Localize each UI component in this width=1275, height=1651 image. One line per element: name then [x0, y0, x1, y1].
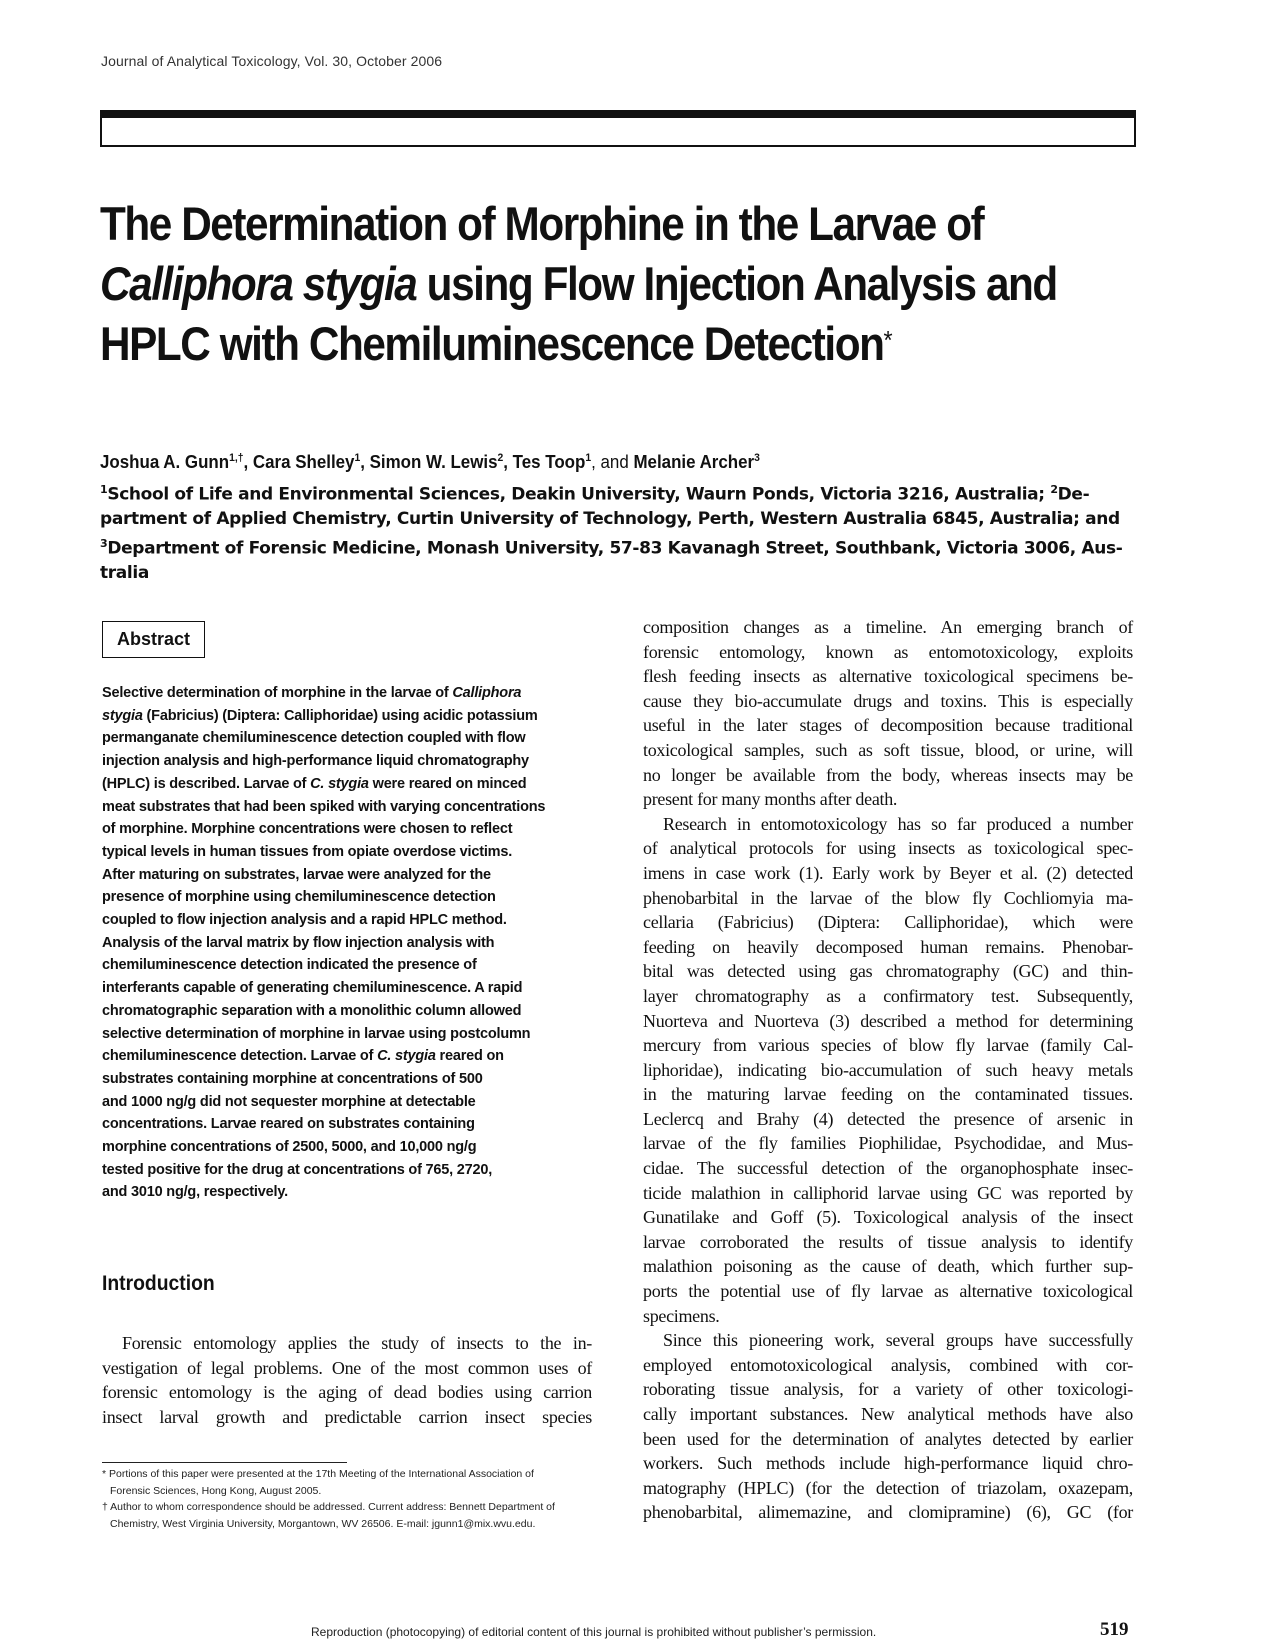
body-line: liphoridae), indicating bio-accumulation of such heavy metals — [643, 1059, 1133, 1080]
author-2-affil: 1 — [354, 452, 361, 464]
abstract-heading: Abstract — [102, 621, 205, 658]
author-separator: , and — [591, 452, 634, 472]
copyright-notice: Reproduction (photocopying) of editorial content of this journal is prohibited without publisher’s permission. — [311, 1625, 877, 1639]
footnotes — [102, 1466, 602, 1532]
introduction-body — [102, 1331, 592, 1429]
body-line: cellaria (Fabricius) (Diptera: Calliphoridae), which were — [643, 912, 1133, 933]
affil-text: De- — [1057, 484, 1090, 505]
body-line: specimens. — [643, 1305, 720, 1326]
introduction-heading: Introduction — [102, 1272, 215, 1295]
abstract-line: typical levels in human tissues from opiate overdose victims. — [102, 843, 513, 860]
abstract-text: Selective determination of morphine in the larvae of — [102, 685, 453, 701]
affiliation-line: tralia — [100, 562, 150, 583]
affil-number: 2 — [1050, 483, 1058, 496]
title-line-3 — [100, 314, 1054, 374]
title-footnote-mark: * — [883, 325, 892, 355]
affil-text: School of Life and Environmental Sciences, Deakin University, Waurn Ponds, Victoria 3216, Australia; — [107, 484, 1051, 505]
abstract-line: presence of morphine using chemiluminescence detection — [102, 889, 496, 906]
body-line: layer chromatography as a confirmatory test. Subsequently, — [643, 985, 1133, 1006]
right-column-body — [643, 615, 1133, 1525]
abstract-text: (Fabricius) (Diptera: Calliphoridae) using acidic potassium — [142, 707, 538, 724]
body-line: composition changes as a timeline. An emerging branch of — [643, 617, 1133, 637]
body-line: Since this pioneering work, several groups have successfully — [663, 1330, 1133, 1351]
abstract-line: After maturing on substrates, larvae were analyzed for the — [102, 866, 491, 883]
author-3-affil: 2 — [497, 452, 504, 464]
abstract-body — [102, 682, 602, 1204]
body-line: malathion poisoning as the cause of death, which further sup- — [643, 1256, 1133, 1277]
body-line: phenobarbital in the larvae of the blow fly Cochliomyia ma- — [643, 887, 1133, 908]
footnote-text: Portions of this paper were presented at the 17th Meeting of the International Association of — [106, 1468, 534, 1480]
abstract-line: meat substrates that had been spiked with varying concentrations — [102, 798, 546, 815]
footnote-mark: † — [102, 1501, 108, 1513]
abstract-line — [102, 1045, 602, 1068]
abstract-italic: Calliphora — [452, 685, 522, 701]
title-line-1: The Determination of Morphine in the Larvae of — [100, 197, 984, 250]
abstract-line: concentrations. Larvae reared on substrates containing — [102, 1116, 475, 1133]
body-line: matography (HPLC) (for the detection of triazolam, oxazepam, — [643, 1477, 1133, 1498]
body-line: Research in entomotoxicology has so far produced a number — [663, 813, 1133, 834]
page-number: 519 — [1100, 1619, 1129, 1640]
affil-number: 1 — [100, 483, 108, 496]
body-line: useful in the later stages of decomposition because traditional — [643, 715, 1133, 736]
abstract-line: selective determination of morphine in larvae using postcolumn — [102, 1025, 531, 1042]
body-line: Leclercq and Brahy (4) detected the presence of arsenic in — [643, 1108, 1133, 1129]
author-4: , Tes Toop — [503, 452, 586, 472]
author-4-affil: 1 — [585, 452, 592, 464]
abstract-text: chemiluminescence detection. Larvae of — [102, 1048, 378, 1065]
body-line: bital was detected using gas chromatography (GC) and thin- — [643, 961, 1133, 982]
abstract-line: and 3010 ng/g, respectively. — [102, 1184, 288, 1201]
body-line: present for many months after death. — [643, 789, 898, 810]
title-species-italic: Calliphora stygia — [100, 257, 417, 310]
body-line: vestigation of legal problems. One of the most common uses of — [102, 1357, 592, 1378]
affiliation-line: partment of Applied Chemistry, Curtin University of Technology, Perth, Western Australia 6845, Australia; and — [100, 509, 1120, 530]
abstract-line: interferants capable of generating chemiluminescence. A rapid — [102, 980, 523, 997]
body-line: toxicological samples, such as soft tissue, blood, or urine, will — [643, 739, 1133, 760]
abstract-line: of morphine. Morphine concentrations were chosen to reflect — [102, 821, 513, 838]
abstract-line — [102, 773, 602, 796]
body-line: Nuorteva and Nuorteva (3) described a method for determining — [643, 1010, 1133, 1031]
footnote-2-cont: Chemistry, West Virginia University, Morgantown, WV 26506. E-mail: jgunn1@mix.wvu.edu. — [110, 1517, 536, 1530]
body-line: phenobarbital, alimemazine, and clomipramine) (6), GC (for — [643, 1502, 1133, 1523]
author-2: , Cara Shelley — [243, 452, 355, 472]
header-banner-box — [100, 110, 1136, 147]
body-line: employed entomotoxicological analysis, combined with cor- — [643, 1354, 1133, 1375]
affiliation-line — [100, 532, 1140, 561]
body-line: Forensic entomology applies the study of insects to the in- — [122, 1333, 592, 1353]
abstract-line: chemiluminescence detection indicated the presence of — [102, 957, 477, 974]
body-line: cause they bio-accumulate drugs and toxins. This is especially — [643, 690, 1133, 711]
body-line: in the maturing larvae feeding on the contaminated tissues. — [643, 1084, 1133, 1105]
abstract-line: Analysis of the larval matrix by flow injection analysis with — [102, 934, 495, 951]
body-line: roborating tissue analysis, for a variety of other toxicologi- — [643, 1379, 1133, 1400]
body-line: mercury from various species of blow fly larvae (family Cal- — [643, 1035, 1133, 1056]
body-line: forensic entomology, known as entomotoxicology, exploits — [643, 641, 1133, 662]
author-5: Melanie Archer — [633, 452, 755, 472]
footnote-text: Author to whom correspondence should be addressed. Current address: Bennett Department of — [107, 1501, 555, 1513]
abstract-line: tested positive for the drug at concentrations of 765, 2720, — [102, 1161, 493, 1178]
affiliation-line — [100, 478, 1140, 507]
body-line: ticide malathion in calliphorid larvae using GC was reported by — [643, 1182, 1133, 1203]
affiliations — [100, 478, 1140, 585]
affil-text: Department of Forensic Medicine, Monash University, 57-83 Kavanagh Street, Southbank, Victoria 3006, Aus- — [107, 538, 1123, 559]
abstract-line: chromatographic separation with a monolithic column allowed — [102, 1002, 522, 1019]
body-line: insect larval growth and predictable carrion insect species — [102, 1406, 592, 1427]
abstract-line: and 1000 ng/g did not sequester morphine at detectable — [102, 1093, 476, 1110]
journal-running-header: Journal of Analytical Toxicology, Vol. 30, October 2006 — [101, 53, 443, 69]
title-line-2-rest: using Flow Injection Analysis and — [416, 257, 1057, 310]
paper-title — [100, 194, 1057, 374]
body-line: ports the potential use of fly larvae as alternative toxicological — [643, 1281, 1133, 1302]
abstract-line: injection analysis and high-performance liquid chromatography — [102, 753, 529, 770]
author-3: , Simon W. Lewis — [360, 452, 498, 472]
title-line-2 — [100, 254, 1057, 314]
footnote-2 — [102, 1499, 602, 1516]
footnote-1 — [102, 1466, 602, 1483]
abstract-line: permanganate chemiluminescence detection coupled with flow — [102, 730, 526, 747]
body-line: cidae. The successful detection of the organophosphate insec- — [643, 1158, 1133, 1179]
footnote-1-cont: Forensic Sciences, Hong Kong, August 2005. — [110, 1484, 322, 1497]
author-5-affil: 3 — [754, 452, 760, 464]
abstract-italic: C. stygia — [377, 1048, 436, 1065]
author-1-affil: 1,† — [229, 452, 244, 464]
body-line: forensic entomology is the aging of dead bodies using carrion — [102, 1382, 592, 1402]
body-line: flesh feeding insects as alternative toxicological specimens be- — [643, 666, 1133, 687]
body-line: no longer be available from the body, whereas insects may be — [643, 764, 1133, 785]
author-1: Joshua A. Gunn — [100, 452, 230, 472]
abstract-text: were reared on minced — [368, 775, 527, 792]
abstract-text: reared on — [435, 1048, 504, 1065]
abstract-line — [102, 705, 602, 728]
footnote-divider — [102, 1462, 347, 1463]
title-line-3-text: HPLC with Chemiluminescence Detection — [100, 317, 884, 370]
abstract-line: morphine concentrations of 2500, 5000, and 10,000 ng/g — [102, 1139, 477, 1156]
affil-number: 3 — [100, 536, 108, 550]
abstract-line: coupled to flow injection analysis and a rapid HPLC method. — [102, 912, 507, 929]
body-line: imens in case work (1). Early work by Beyer et al. (2) detected — [643, 862, 1133, 883]
body-line: workers. Such methods include high-performance liquid chro- — [643, 1453, 1133, 1474]
body-line: cally important substances. New analytical methods have also — [643, 1404, 1133, 1424]
body-line: been used for the determination of analytes detected by earlier — [643, 1428, 1133, 1449]
abstract-italic: stygia — [102, 707, 143, 724]
body-line: larvae of the fly families Piophilidae, Psychodidae, and Mus- — [643, 1133, 1133, 1154]
abstract-line: substrates containing morphine at concentrations of 500 — [102, 1070, 483, 1087]
body-line: feeding on heavily decomposed human remains. Phenobar- — [643, 936, 1133, 957]
body-line: Gunatilake and Goff (5). Toxicological analysis of the insect — [643, 1207, 1133, 1228]
footnote-mark: * — [102, 1468, 107, 1480]
body-line: larvae corroborated the results of tissue analysis to identify — [643, 1231, 1133, 1252]
abstract-italic: C. stygia — [310, 775, 369, 792]
body-line: of analytical protocols for using insects as toxicological spec- — [643, 838, 1133, 859]
author-list — [100, 452, 1040, 473]
abstract-text: (HPLC) is described. Larvae of — [102, 775, 311, 792]
abstract-line — [102, 682, 602, 705]
